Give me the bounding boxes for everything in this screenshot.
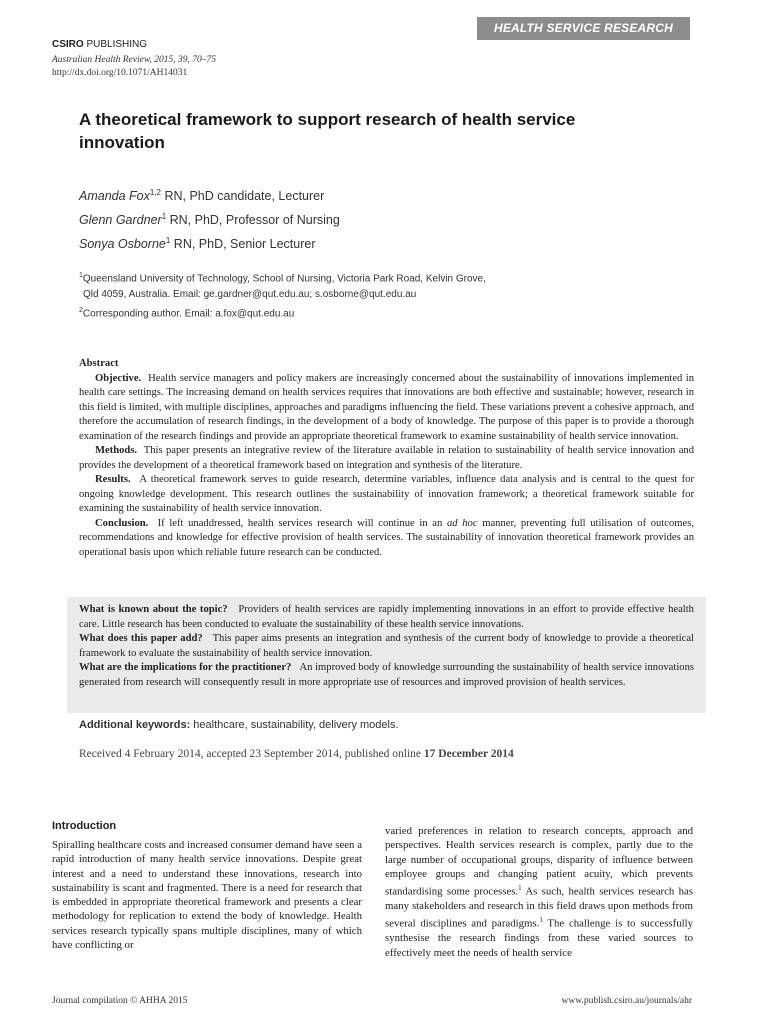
affiliations xyxy=(79,268,639,323)
key-answer-3: An improved body of knowledge surrounding the sustainability of health service innovations generated from research will consequently result in more appropriate use of resources and improved provision of health services. xyxy=(79,662,694,688)
intro-column-1: Spiralling healthcare costs and increased consumer demand have seen a rapid introduction of many health service innovations. Despite great interest and a need to understand these innovations, research into sustainability is scant and fragmented. There is a need for research that is embedded in appropriate theoretical framework and presents a clear methodology for replication to extend the body of knowledge. Health services research typically spans multiple disciplines, many of which have conflicting or xyxy=(52,839,362,952)
results-label: Results. xyxy=(95,474,131,485)
author-entry xyxy=(79,236,340,260)
key-answer-1: Providers of health services are rapidly implementing innovations in an effort to provide effective health care. Little research has been conducted to evaluate the sustainability of these health service innovations. xyxy=(79,604,694,630)
article-title: A theoretical framework to support research of health service innovation xyxy=(79,110,576,152)
affil-sup-1: 1 xyxy=(79,272,83,279)
published-date: 17 December 2014 xyxy=(423,748,514,760)
key-points-box xyxy=(67,597,706,713)
key-question-3: What are the implications for the practitioner? xyxy=(79,662,292,673)
results-text: A theoretical framework serves to guide research, determine variables, influence data analysis and is central to the quest for ongoing knowledge development. This research outlines the sustainability of innovation framework; a theoretical framework suitable for examining the sustainability of health service innovation. xyxy=(79,474,695,514)
received-text: Received 4 February 2014, accepted 23 September 2014, published online xyxy=(79,748,424,760)
author-affil-sup: 1,2 xyxy=(149,188,161,197)
objective-label: Objective. xyxy=(95,372,142,384)
abstract-objective xyxy=(79,372,694,445)
author-entry xyxy=(79,188,340,212)
key-point-1 xyxy=(79,603,694,632)
author-entry xyxy=(79,212,340,236)
journal-citation: Australian Health Review, 2015, 39, 70–75 xyxy=(52,55,216,65)
col2-text-a: varied preferences in relation to research concepts, approach and perspectives. Health services research is complex, partly due to the large number of occupational groups, disparity of influence between employee groups and changing patient acuity, which prevents standardising some processes. xyxy=(385,825,693,898)
key-question-2: What does this paper add? xyxy=(79,633,203,644)
methods-label: Methods. xyxy=(95,445,138,456)
conclusion-label: Conclusion. xyxy=(95,517,149,529)
col2-text-c: The challenge is to successfully synthesise the research findings from these varied sources to effectively meet the needs of health service xyxy=(385,917,693,959)
author-role: RN, PhD, Senior Lecturer xyxy=(170,237,316,252)
key-point-2 xyxy=(79,632,694,661)
author-name: Sonya Osborne xyxy=(79,237,166,252)
author-affil-sup: 1 xyxy=(161,212,167,221)
publisher-rest: PUBLISHING xyxy=(83,39,148,50)
footer-url[interactable]: www.publish.csiro.au/journals/ahr xyxy=(561,996,692,1006)
received-dates xyxy=(79,748,514,760)
additional-keywords xyxy=(79,719,399,731)
key-answer-2: This paper aims presents an integration and synthesis of the current body of knowledge to provide a theoretical framework to evaluate the sustainability of health service innovation. xyxy=(79,633,694,659)
key-point-3 xyxy=(79,661,694,690)
publisher-bold: CSIRO xyxy=(52,39,84,50)
objective-text: Health service managers and policy makers are increasingly concerned about the sustainability of innovations implemented in health care settings. The increasing demand on health services requires that innovations are both effective and sustainable; however, research in this field is limited, with multiple disciplines, approaches and paradigms influencing the field. These variations prevent a cohesive approach, and therefore the accumulation of research findings, in the development of a body of knowledge. The purpose of this paper is to provide a thorough examination of the research findings and provide an appropriate theoretical framework to examine sustainability of health service innovation. xyxy=(79,372,695,442)
conclusion-text-2: manner, preventing full utilisation of outcomes, recommendations and knowledge for effective provision of health services. The sustainability of innovation theoretical framework provides an operational basis upon which reliable future research can be conducted. xyxy=(79,517,695,558)
affil-line-1: Queensland University of Technology, School of Nursing, Victoria Park Road, Kelvin Grove, xyxy=(82,273,486,285)
affil-sup-2: 2 xyxy=(79,307,83,315)
col2-text-b: As such, health services research has many stakeholders and research in this field draws upon methods from several disciplines and paradigms. xyxy=(385,885,693,930)
keywords-label: Additional keywords: xyxy=(79,719,191,731)
affiliation-1-cont: Qld 4059, Australia. Email: ge.gardner@qut.edu.au; s.osborne@qut.edu.au xyxy=(83,289,417,301)
conclusion-italic: ad hoc xyxy=(446,517,478,529)
author-list xyxy=(79,188,340,260)
abstract-results xyxy=(79,473,694,517)
intro-column-2 xyxy=(385,824,693,960)
keywords-text: healthcare, sustainability, delivery models. xyxy=(190,719,399,731)
affil-line-2: Corresponding author. Email: a.fox@qut.edu.au xyxy=(82,308,295,320)
section-banner: HEALTH SERVICE RESEARCH xyxy=(477,17,690,40)
key-question-1: What is known about the topic? xyxy=(79,604,228,615)
introduction-heading: Introduction xyxy=(52,820,117,832)
citation-sup: 1 xyxy=(518,884,522,893)
abstract-methods xyxy=(79,444,694,473)
affiliation-1 xyxy=(79,268,639,287)
author-role: RN, PhD, Professor of Nursing xyxy=(166,213,340,228)
methods-text: This paper presents an integrative review of the literature available in relation to sustainability of health service innovation and provides the development of a theoretical framework based on integration and synthesis of the literature. xyxy=(79,445,694,471)
doi-link[interactable]: http://dx.doi.org/10.1071/AH14031 xyxy=(52,68,188,78)
affiliation-2 xyxy=(79,303,639,322)
author-name: Glenn Gardner xyxy=(79,213,162,228)
abstract-conclusion xyxy=(79,517,694,561)
conclusion-text-1: If left unaddressed, health services research will continue in an xyxy=(157,517,447,529)
citation-sup: 1 xyxy=(539,916,543,925)
publisher-label xyxy=(52,39,147,50)
author-affil-sup: 1 xyxy=(165,236,171,245)
author-name: Amanda Fox xyxy=(79,189,150,204)
author-role: RN, PhD candidate, Lecturer xyxy=(161,189,325,204)
footer-copyright: Journal compilation © AHHA 2015 xyxy=(52,996,188,1006)
abstract-heading: Abstract xyxy=(79,358,119,369)
abstract xyxy=(79,357,694,560)
